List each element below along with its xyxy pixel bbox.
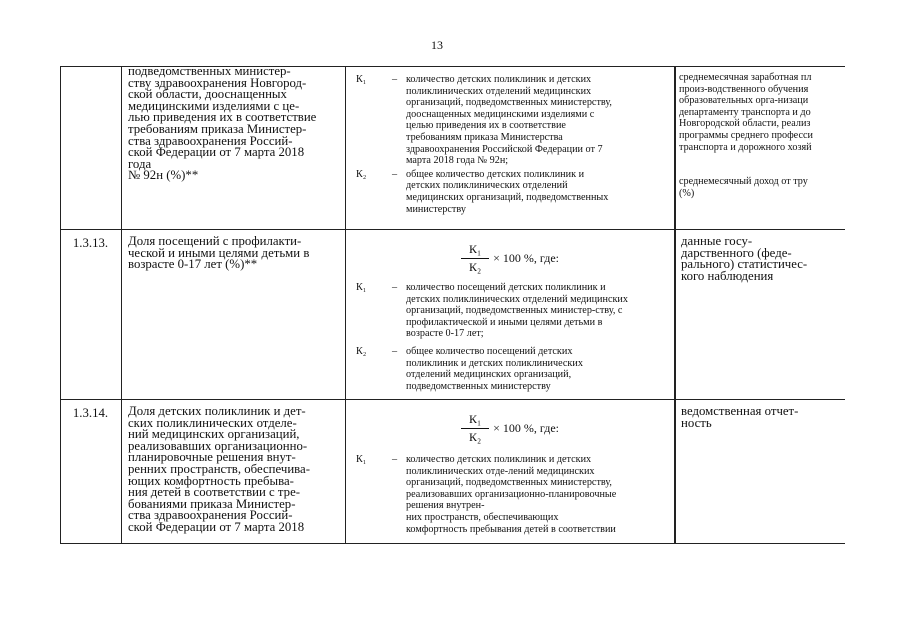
k1-text [406,282,672,340]
indicator-line: бованиями приказа Министер- [128,496,296,511]
dash: – [392,282,398,293]
text-line: общее количество детских поликлиник и [406,168,585,180]
text-line: произ-водственного обучения [679,83,809,95]
text-line: кого наблюдения [681,268,774,283]
dash: – [392,168,398,180]
text-line: министерству [406,203,466,215]
text-line: них пространств, обеспечивающих [406,511,559,523]
text-line: рального) статистичес- [681,257,808,272]
indicator-line: ской области, дооснащенных [128,87,287,102]
row-number: 1.3.13. [72,236,109,250]
text-line: образовательных орга-низаци [679,95,809,107]
text-line: организаций, подведомственных министерству, [406,477,612,489]
text-line: поликлиник и детских поликлинических [406,357,583,369]
indicator-line: ской Федерации от 7 марта 2018 [128,519,305,534]
text-line: среднемесячная заработная пл [679,72,812,83]
text-line: подведомственных министерству [406,380,551,392]
k1-definition [356,282,672,340]
k2-text [406,346,672,392]
indicator-line: Доля детских поликлиник и дет- [128,406,306,418]
denominator: К₂ [468,259,482,274]
indicator-line: ния детей в соответствии с тре- [128,485,301,500]
indicator-line: ству здравоохранения Новгород- [128,75,307,90]
text-line: Новгородской области, реализ [679,118,811,130]
formula [346,408,674,448]
text-line: количество детских поликлиник и детских [406,74,592,85]
indicator-line: № 92н (%)** [128,168,199,183]
text-line: детских поликлинических отделений [406,180,568,192]
indicator-line: подведомственных министер- [128,66,291,78]
formula [346,238,674,278]
column-divider [121,66,122,544]
k2-text [406,169,672,215]
dash: – [392,454,398,465]
indicator-line: ской Федерации от 7 марта 2018 [128,145,305,160]
k1-definition [356,74,672,167]
text-line: (%) [679,187,695,199]
indicator-cell [128,236,343,398]
indicator-line: реализовавших организационно- [128,438,308,453]
indicator-line: ющих комфортность пребыва- [128,473,294,488]
indicator-line: ства здравоохранения Россий- [128,508,293,523]
indicator-cell [128,66,343,229]
source-cell [681,236,841,396]
text-line: количество посещений детских поликлиник и [406,282,606,293]
indicator-line: ских поликлинических отделе- [128,415,297,430]
row-number: 1.3.14. [72,406,109,420]
text-line: медицинских организаций, подведомственных [406,191,609,203]
text-line: целью приведения их в соответствие [406,120,566,132]
text-line: дооснащенных медицинскими изделиями с [406,108,595,120]
formula-tail: × 100 %, где: [493,250,560,265]
indicator-line: лью приведения их в соответствие [128,110,317,125]
indicator-line: ний медицинских организаций, [128,427,300,442]
dash: – [392,74,398,85]
text-line: решения внутрен- [406,500,485,512]
text-line: поликлинических отделений медицинских [406,85,592,97]
text-line: детских поликлинических отделений медицинских [406,293,628,305]
text-line: организаций, подведомственных министер-ству, с [406,305,623,317]
text-line: возрасте 0-17 лет; [406,328,484,340]
text-line: профилактической и иными целями детьми в [406,316,603,328]
text-line: марта 2018 года № 92н; [406,155,509,167]
indicators-table [60,66,845,544]
text-line: реализовавших организационно-планировочные [406,488,617,500]
k2-definition [356,169,672,215]
indicator-line: требованиям приказа Министер- [128,121,307,136]
text-line: ведомственная отчет- [681,406,799,418]
k1-definition [356,454,672,535]
indicator-line: возрасте 0-17 лет (%)** [128,257,258,272]
row-divider [60,229,845,230]
text-line: комфортность пребывания детей в соответствии [406,523,616,535]
k2-definition [356,346,672,392]
text-line: департаменту транспорта и до [679,106,811,118]
text-line: ность [681,415,712,430]
text-line: дарственного (феде- [681,245,792,260]
numerator: К₁ [461,412,489,429]
column-divider [345,66,346,544]
table-border-bottom [60,543,845,544]
text-line: требованиям приказа Министерства [406,131,563,143]
numerator: К₁ [461,242,489,259]
text-line: количество детских поликлиник и детских [406,454,592,465]
text-line: общее количество посещений детских [406,345,573,357]
source-cell [679,72,845,228]
source-cell [681,406,841,536]
column-divider [674,66,676,544]
calculation-cell [356,282,672,398]
k1-symbol: К₁ [356,454,367,465]
indicator-line: планировочные решения внут- [128,450,296,465]
indicator-line: ческой и иными целями детьми в [128,245,310,260]
fraction [461,412,489,445]
k1-symbol: К₁ [356,74,367,85]
indicator-line: года [128,156,152,171]
calculation-cell [356,74,672,228]
fraction [461,242,489,275]
text-line: программы среднего професси [679,129,813,141]
page-number: 13 [431,38,443,52]
k1-text [406,74,672,167]
k1-text [406,454,672,535]
text-line: транспорта и дорожного хозяй [679,141,812,153]
indicator-line: ренних пространств, обеспечива- [128,461,310,476]
indicator-line: медицинскими изделиями с це- [128,98,300,113]
text-line: среднемесячный доход от тру [679,176,808,188]
formula-tail: × 100 %, где: [493,420,560,435]
table-border-left [60,66,61,544]
indicator-line: Доля посещений с профилакти- [128,236,302,248]
indicator-cell [128,406,343,542]
calculation-cell [356,454,672,542]
k2-symbol: К₂ [356,168,367,180]
text-line: данные госу- [681,236,753,248]
k2-symbol: К₂ [356,345,367,357]
indicator-line: ства здравоохранения Россий- [128,133,293,148]
text-line: организаций, подведомственных министерству, [406,97,612,109]
dash: – [392,345,398,357]
denominator: К₂ [468,429,482,444]
k1-symbol: К₁ [356,282,367,293]
row-divider [60,399,845,400]
text-line: здравоохранения Российской Федерации от 7 [406,143,603,155]
text-line: поликлинических отде-лений медицинских [406,465,595,477]
text-line: отделений медицинских организаций, [406,369,572,381]
